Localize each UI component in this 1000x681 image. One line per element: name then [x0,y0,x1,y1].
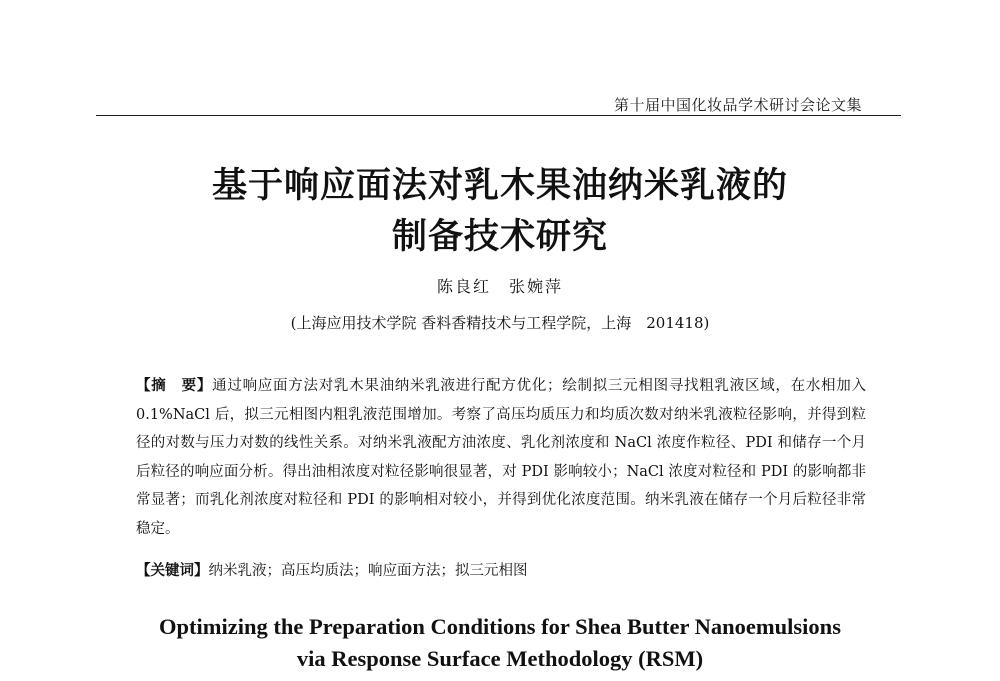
header-rule [96,115,901,116]
affiliation: (上海应用技术学院 香料香精技术与工程学院，上海 201418) [290,314,710,332]
keywords-text: 纳米乳液；高压均质法；响应面方法；拟三元相图 [208,563,528,579]
abstract-text: 通过响应面方法对乳木果油纳米乳液进行配方优化；绘制拟三元相图寻找粗乳液区域，在水相加入 0.1%NaCl 后，拟三元相图内粗乳液范围增加。考察了高压均质压力和均质次数对纳米乳液粒径影响，并得到粒径的对数与压力对数的线性关系。对纳米乳液配方油浓度、乳化剂浓度和 NaCl 浓度作粒径、PDI 和储存一个月后粒径的响应面分析。得出油相浓度对粒径影响很显著，对 PDI 影响较小；NaCl 浓度对粒径和 PDI 的影响都非常显著；而乳化剂浓度对粒径和 PDI 的影响相对较小，并得到优化浓度范围。纳米乳液在储存一个月后粒径非常稳定。 [136,378,867,537]
english-title-line-1: Optimizing the Preparation Conditions for Shea Butter Nanoemulsions [159,614,841,639]
abstract [136,372,866,543]
running-head: 第十届中国化妆品学术研讨会论文集 [614,96,863,114]
keywords-label: 【关键词】 [136,563,209,579]
english-title-line-2: via Response Surface Methodology (RSM) [296,646,704,671]
authors: 陈良红 张婉萍 [436,277,563,296]
title-line-1: 基于响应面法对乳木果油纳米乳液的 [211,166,788,206]
keywords [136,557,866,585]
abstract-label: 【摘 要】 [136,378,213,394]
title-line-2: 制备技术研究 [391,217,608,257]
